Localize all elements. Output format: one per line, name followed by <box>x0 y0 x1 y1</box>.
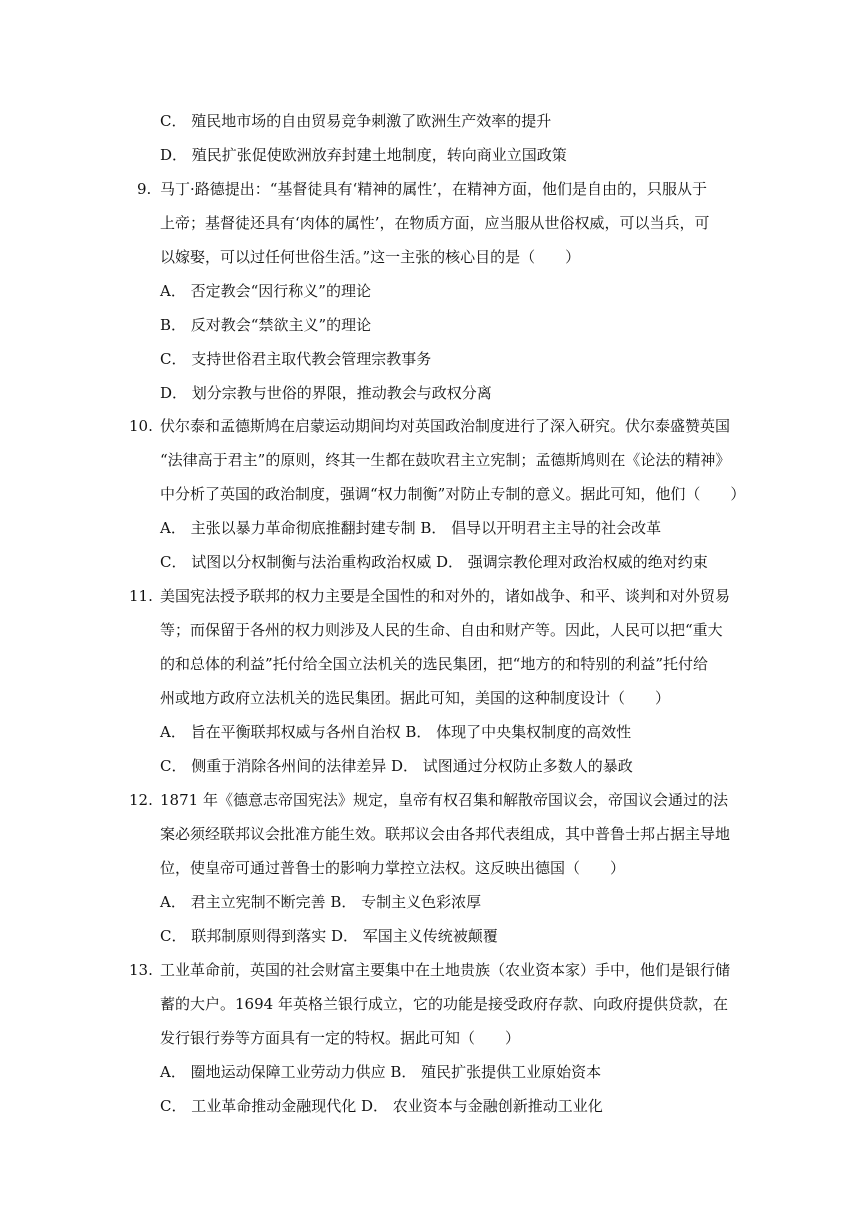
q9-stem-line: 以嫁娶，可以过任何世俗生活。”这一主张的核心目的是（ ） <box>160 248 581 266</box>
q10-stem-line: “法律高于君主”的原则，终其一生都在鼓吹君主立宪制；孟德斯鸠则在《论法的精神》 <box>160 451 731 469</box>
q11-stem-line: 的和总体的利益”托付给全国立法机关的选民集团，把“地方的和特别的利益”托付给 <box>160 655 709 673</box>
q12-stem-line: 1871 年《德意志帝国宪法》规定，皇帝有权召集和解散帝国议会，帝国议会通过的法 <box>160 791 728 809</box>
q13-stem-line: 发行银行券等方面具有一定的特权。据此可知（ ） <box>160 1029 521 1047</box>
q8-option-c: C． 殖民地市场的自由贸易竞争刺激了欧洲生产效率的提升 <box>160 112 552 130</box>
q12-stem-line: 案必须经联邦议会批准方能生效。联邦议会由各邦代表组成，其中普鲁士邦占据主导地 <box>160 825 731 843</box>
q11-stem-line: 等；而保留于各州的权力则涉及人民的生命、自由和财产等。因此，人民可以把“重大 <box>160 621 723 639</box>
q11-stem-line: 美国宪法授予联邦的权力主要是全国性的和对外的，诸如战争、和平、谈判和对外贸易 <box>160 587 731 605</box>
q8-option-d: D． 殖民扩张促使欧洲放弃封建土地制度，转向商业立国政策 <box>160 146 567 164</box>
q12-stem-line: 位，使皇帝可通过普鲁士的影响力掌控立法权。这反映出德国（ ） <box>160 859 626 877</box>
q9-option-b: B． 反对教会“禁欲主义”的理论 <box>160 316 372 334</box>
q10-stem-line: 中分析了英国的政治制度，强调“权力制衡”对防止专制的意义。据此可知，他们（ ） <box>160 485 746 503</box>
q9-option-c: C． 支持世俗君主取代教会管理宗教事务 <box>160 350 432 368</box>
q11-number: 11. <box>129 587 153 605</box>
q13-options-ab: A． 圈地运动保障工业劳动力供应 B． 殖民扩张提供工业原始资本 <box>160 1063 602 1081</box>
q13-stem-line: 蓄的大户。1694 年英格兰银行成立，它的功能是接受政府存款、向政府提供贷款，在 <box>160 995 728 1013</box>
q12-number: 12. <box>129 791 153 809</box>
q13-stem-line: 工业革命前，英国的社会财富主要集中在土地贵族（农业资本家）手中，他们是银行储 <box>160 961 731 979</box>
q12-options-cd: C． 联邦制原则得到落实 D． 军国主义传统被颠覆 <box>160 927 498 945</box>
q12-options-ab: A． 君主立宪制不断完善 B． 专制主义色彩浓厚 <box>160 893 482 911</box>
q9-stem-line: 马丁·路德提出：“基督徒具有‘精神的属性’，在精神方面，他们是自由的，只服从于 <box>160 180 707 198</box>
q9-option-d: D． 划分宗教与世俗的界限，推动教会与政权分离 <box>160 384 492 402</box>
q10-options-cd: C． 试图以分权制衡与法治重构政治权威 D． 强调宗教伦理对政治权威的绝对约束 <box>160 553 708 571</box>
q11-options-ab: A． 旨在平衡联邦权威与各州自治权 B． 体现了中央集权制度的高效性 <box>160 723 632 741</box>
q10-stem-line: 伏尔泰和孟德斯鸠在启蒙运动期间均对英国政治制度进行了深入研究。伏尔泰盛赞英国 <box>160 417 731 435</box>
q13-number: 13. <box>129 961 153 979</box>
q10-number: 10. <box>129 417 153 435</box>
q11-stem-line: 州或地方政府立法机关的选民集团。据此可知，美国的这种制度设计（ ） <box>160 689 671 707</box>
q9-option-a: A． 否定教会“因行称义”的理论 <box>160 282 371 300</box>
q11-options-cd: C． 侧重于消除各州间的法律差异 D． 试图通过分权防止多数人的暴政 <box>160 757 633 775</box>
q10-options-ab: A． 主张以暴力革命彻底推翻封建专制 B． 倡导以开明君主主导的社会改革 <box>160 519 662 537</box>
q13-options-cd: C． 工业革命推动金融现代化 D． 农业资本与金融创新推动工业化 <box>160 1097 603 1115</box>
q9-number: 9. <box>137 180 152 198</box>
q9-stem-line: 上帝；基督徒还具有‘肉体的属性’，在物质方面，应当服从世俗权威，可以当兵，可 <box>160 214 710 232</box>
